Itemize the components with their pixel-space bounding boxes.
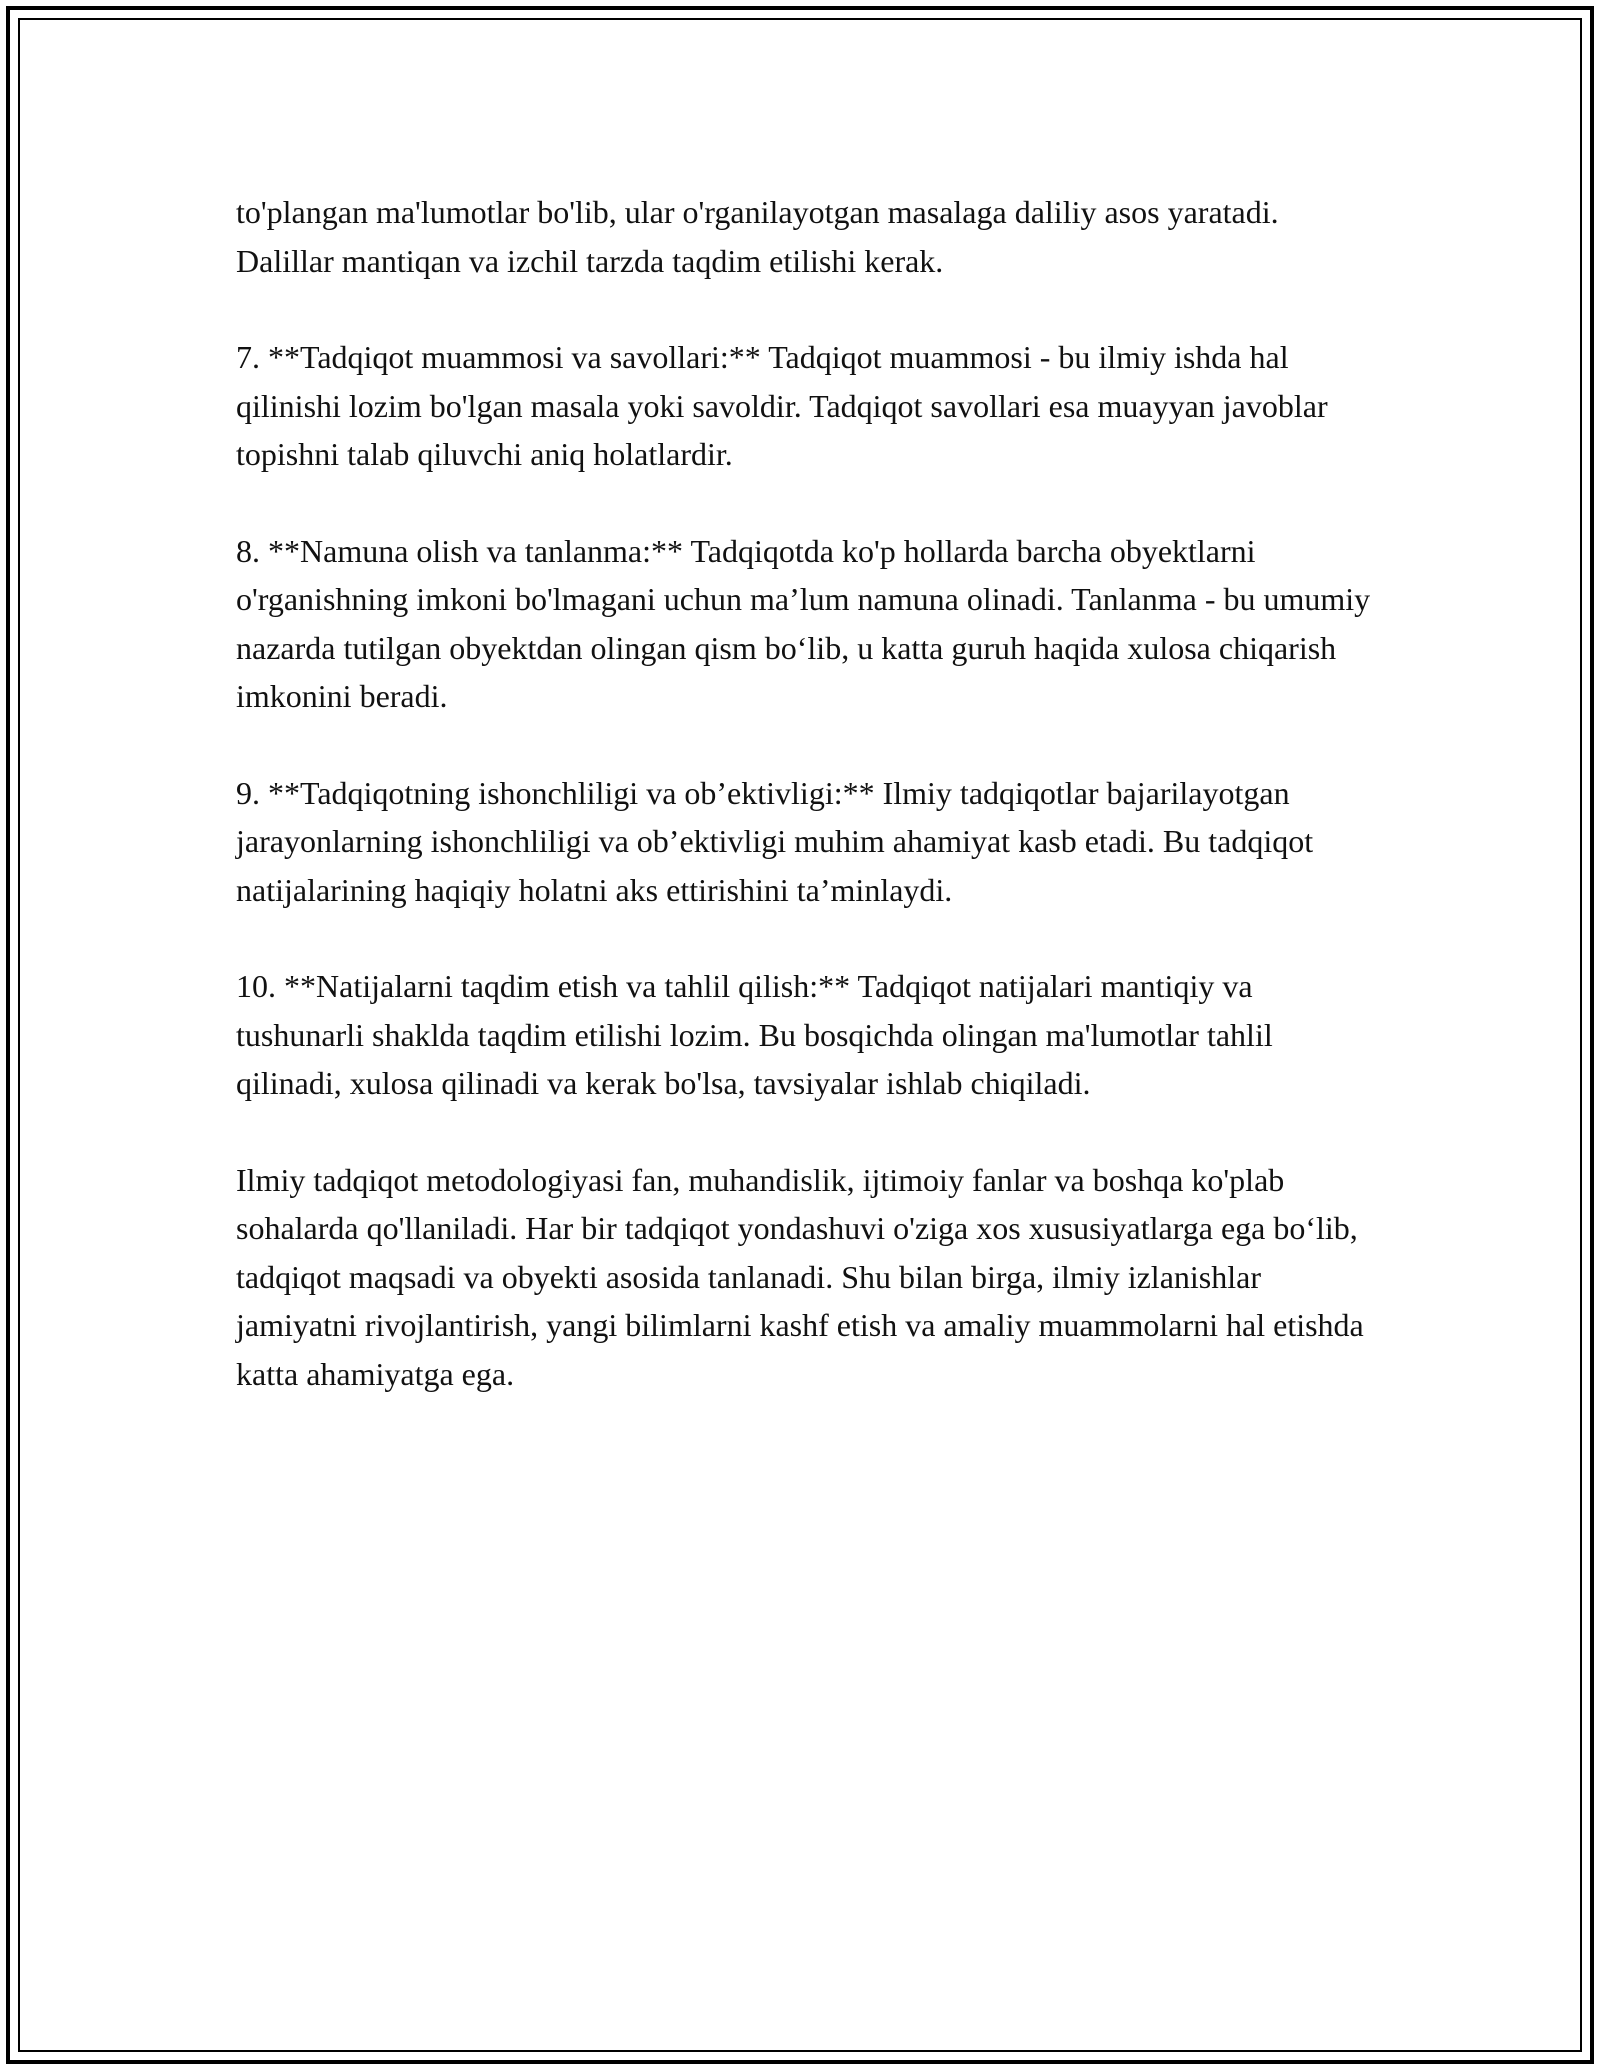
paragraph-continuation: to'plangan ma'lumotlar bo'lib, ular o'rganilayotgan masalaga daliliy asos yaratadi. Dalillar mantiqan va izchil tarzda taqdim etilishi kerak. — [236, 194, 1279, 279]
paragraph-item-9: 9. **Tadqiqotning ishonchliligi va ob’ektivligi:** Ilmiy tadqiqotlar bajarilayotgan jarayonlarning ishonchliligi va ob’ektivligi muhim ahamiyat kasb etadi. Bu tadqiqot natijalarining haqiqiy holatni aks ettirishini ta’minlaydi. — [236, 774, 1314, 908]
document-body — [236, 188, 1376, 1398]
paragraph-conclusion: Ilmiy tadqiqot metodologiyasi fan, muhandislik, ijtimoiy fanlar va boshqa ko'plab sohalarda qo'llaniladi. Har bir tadqiqot yondashuvi o'ziga xos xususiyatlarga ega bo‘lib, tadqiqot maqsadi va obyekti asosida tanlanadi. Shu bilan birga, ilmiy izlanishlar jamiyatni rivojlantirish, yangi bilimlarni kashf etish va amaliy muammolarni hal etishda katta ahamiyatga ega. — [236, 1161, 1364, 1392]
paragraph-item-10: 10. **Natijalarni taqdim etish va tahlil qilish:** Tadqiqot natijalari mantiqiy va tushunarli shaklda taqdim etilishi lozim. Bu bosqichda olingan ma'lumotlar tahlil qilinadi, xulosa qilinadi va kerak bo'lsa, tavsiyalar ishlab chiqiladi. — [236, 968, 1273, 1101]
paragraph-item-7: 7. **Tadqiqot muammosi va savollari:** Tadqiqot muammosi - bu ilmiy ishda hal qilinishi lozim bo'lgan masala yoki savoldir. Tadqiqot savollari esa muayyan javoblar topishni talab qiluvchi aniq holatlardir. — [236, 339, 1328, 472]
paragraph-item-8: 8. **Namuna olish va tanlanma:** Tadqiqotda ko'p hollarda barcha obyektlarni o'rganishning imkoni bo'lmagani uchun ma’lum namuna olinadi. Tanlanma - bu umumiy nazarda tutilgan obyektdan olingan qism bo‘lib, u katta guruh haqida xulosa chiqarish imkonini beradi. — [236, 532, 1371, 714]
